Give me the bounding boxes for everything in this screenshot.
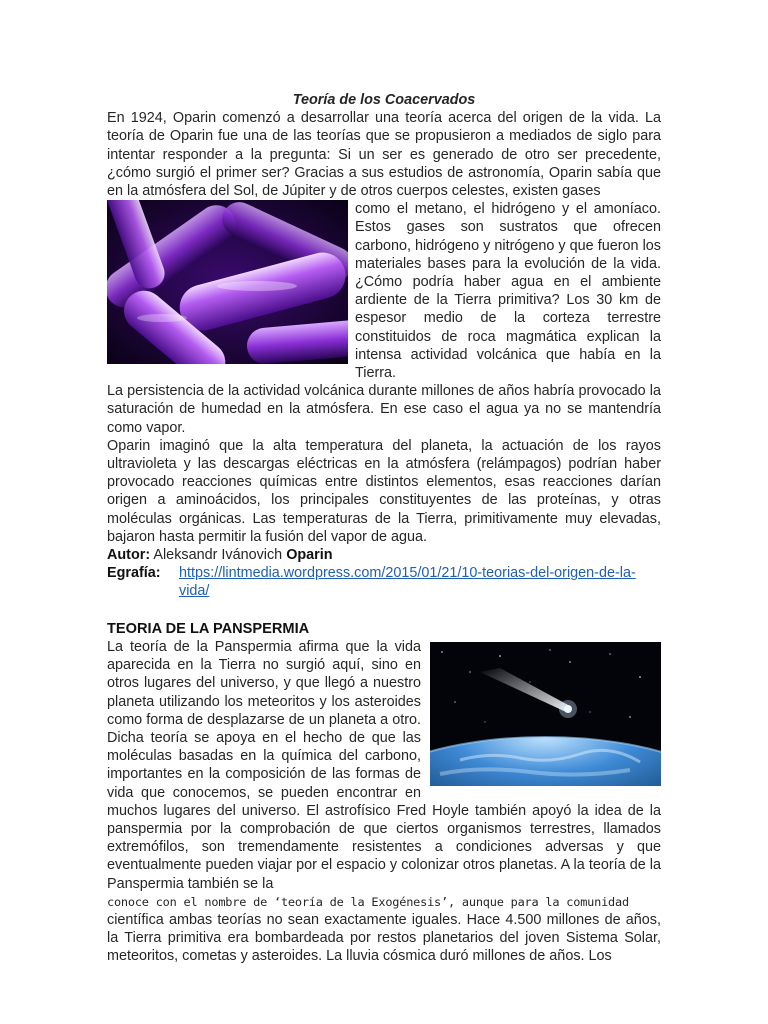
author-label: Autor: (107, 547, 151, 564)
egrafia-line (107, 564, 661, 600)
coacervados-intro: En 1924, Oparin comenzó a desarrollar una teoría acerca del origen de la vida. La teoría de Oparin fue una de las teorías que se propusieron a mediados de siglo para intentar responder a la pregunta: Si un ser es generado de otro ser precedente, ¿cómo surgió el primer ser? Gracias a sus estudios de astronomía, Oparin sabía que en la atmósfera del Sol, de Júpiter y de otros cuerpos celestes, existen gases (107, 110, 661, 200)
author-line (107, 546, 661, 564)
egrafia-label: Egrafía: (107, 565, 161, 582)
panspermia-body: La teoría de la Panspermia afirma que la vida aparecida en la Tierra no surgió aquí, sino en otros lugares del universo, y que llegó a nuestro planeta utilizando los meteoritos y los asteroides como forma de desplazarse de un planeta a otro. Dicha teoría se apoya en el hecho de que las moléculas basadas en la química del carbono, importantes en la composición de las formas de vida que conocemos, se pueden encontrar en muchos lugares del universo. El astrofísico Fred Hoyle también apoyó la idea de la panspermia por la comprobación de que ciertos organismos terrestres, llamados extremófilos, son tremendamente resistentes a condiciones adversas y que eventualmente pueden viajar por el espacio y colonizar otros planetas. A la teoría de la Panspermia también se la (107, 638, 661, 892)
egrafia-link[interactable]: https://lintmedia.wordpress.com/2015/01/21/10-teorias-del-origen-de-la-vida/ (179, 565, 636, 600)
panspermia-mono-line: conoce con el nombre de ‘teoría de la Exogénesis’, aunque para la comunidad (107, 894, 629, 909)
section-title-coacervados: Teoría de los Coacervados (292, 92, 476, 108)
panspermia-tail: científica ambas teorías no sean exactamente iguales. Hace 4.500 millones de años, la Tierra primitiva era bombardeada por restos planetarios del joven Sistema Solar, meteoritos, cometas y asteroides. La lluvia cósmica duró millones de años. Los (107, 911, 661, 965)
document-page (107, 91, 661, 966)
coacervados-paragraph-2: La persistencia de la actividad volcánica durante millones de años habría provocado la saturación de humedad en la atmósfera. En ese caso el agua ya no se mantendría como vapor. (107, 383, 661, 436)
coacervados-paragraph-3: Oparin imaginó que la alta temperatura del planeta, la actuación de los rayos ultravioleta y las descargas eléctricas en la atmósfera (relámpagos) podrían haber provocado reacciones químicas entre distintos elementos, esas reacciones darían origen a aminoácidos, los principales constituyentes de las proteínas, y otras moléculas orgánicas. Las temperaturas de la Tierra, primitivamente muy elevadas, bajaron hasta permitir la fusión del vapor de agua. (107, 437, 661, 545)
author-name: Aleksandr Ivánovich (153, 547, 283, 564)
coacervados-wrap-text: como el metano, el hidrógeno y el amoníaco. Estos gases son sustratos que ofrecen carbono, hidrógeno y nitrógeno y que fueron los materiales bases para la evolución de la vida. ¿Cómo podría haber agua en el ambiente ardiente de la Tierra primitiva? Los 30 km de espesor medio de la corteza terrestre constituidos de roca magmática explican la intensa actividad volcánica que había en la Tierra. (355, 201, 661, 382)
comet-earth-image (430, 642, 661, 786)
bacteria-image (107, 200, 348, 364)
section-heading-panspermia: TEORIA DE LA PANSPERMIA (107, 620, 310, 637)
author-surname: Oparin (286, 547, 333, 564)
